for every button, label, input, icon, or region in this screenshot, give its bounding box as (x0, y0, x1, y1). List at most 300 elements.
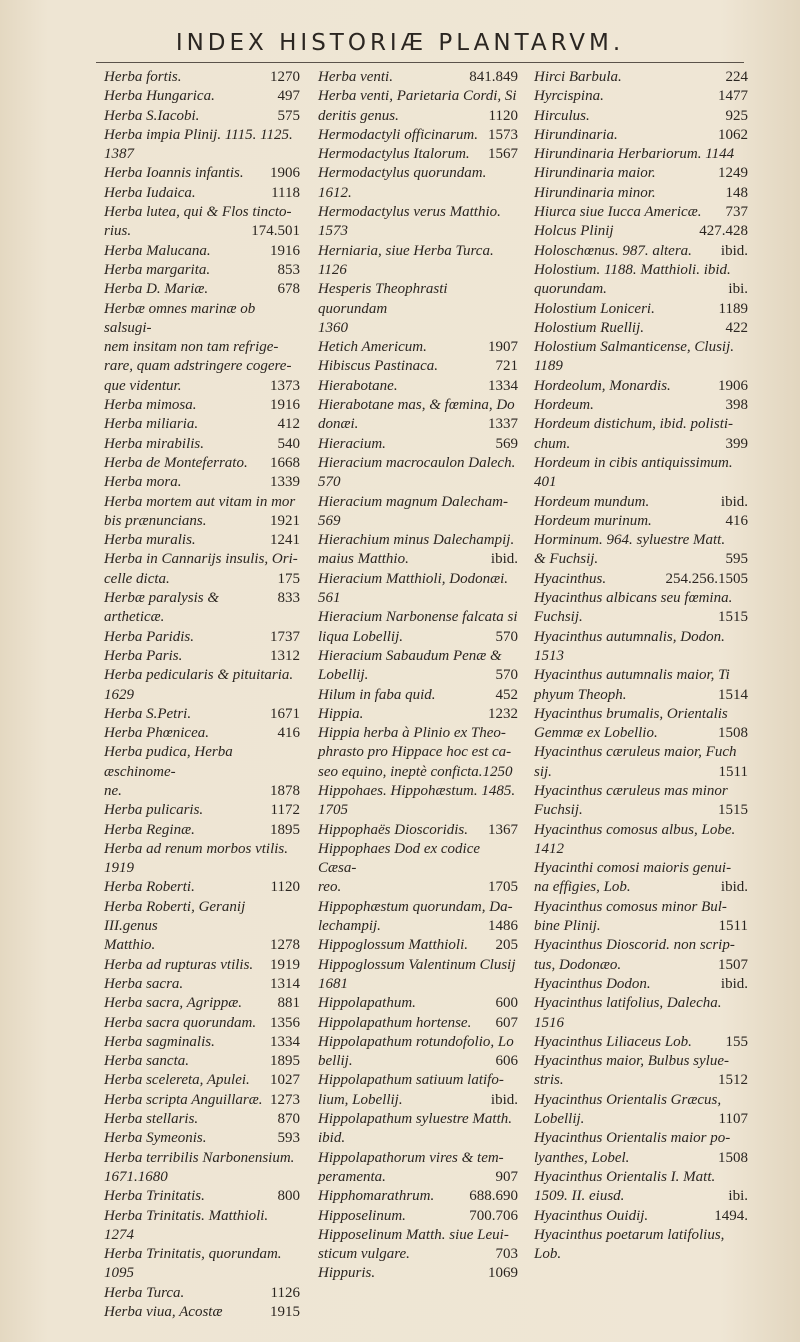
index-entry-term: Hippoglossum Matthioli. (318, 937, 469, 954)
index-entry-term: 1919 (104, 860, 134, 877)
index-entry-page-number: 593 (277, 1130, 300, 1147)
index-entry-page-number: 841.849 (469, 69, 518, 85)
index-entry-term: Hyacinthus poetarum latifolius, (534, 1226, 725, 1243)
index-entry-term: Hyacinthus Ouidij. (534, 1207, 649, 1224)
index-entry-term: Hippohaes. Hippohæstum. 1485. (318, 782, 516, 799)
index-entry-term: Hirculus. (534, 107, 590, 124)
index-entry (534, 1033, 748, 1052)
index-entry-term: 561 (318, 590, 341, 607)
index-entry-term: Hipposelinum. (318, 1207, 406, 1224)
index-entry-page-number: ibi. (728, 281, 748, 298)
index-entry-term: Herba viua, Acostæ (104, 1304, 223, 1320)
index-entry (318, 936, 518, 955)
index-entry-term: Herba fortis. (104, 69, 182, 85)
index-entry (104, 1264, 300, 1283)
index-entry (104, 126, 300, 145)
index-entry-page-number: 1477 (718, 88, 748, 105)
index-entry (104, 666, 300, 685)
index-entry (104, 994, 300, 1013)
index-entry-term: Herba Ioannis infantis. (104, 165, 244, 182)
index-entry (318, 531, 518, 550)
index-entry (104, 1207, 300, 1226)
index-entry (534, 377, 748, 396)
index-entry-term: Herba sacra. (104, 975, 184, 992)
index-entry (534, 145, 748, 164)
index-entry-page-number: 737 (725, 204, 748, 221)
index-entry (534, 686, 748, 705)
index-entry-term: Hipphomarathrum. (318, 1188, 435, 1205)
index-entry (104, 300, 300, 339)
index-entry-page-number: 254.256.1505 (665, 570, 748, 587)
index-entry-term: bis prænuncians. (104, 512, 207, 529)
index-entry-term: sij. (534, 763, 552, 780)
index-entry-page-number: 1737 (270, 628, 300, 645)
index-entry (318, 473, 518, 492)
index-entry-page-number: 1062 (718, 126, 748, 143)
index-entry (104, 107, 300, 126)
index-entry-term: Herba sagminalis. (104, 1033, 215, 1050)
index-entry-term: Herba Reginæ. (104, 821, 195, 838)
index-entry-page-number: 1118 (271, 184, 300, 201)
index-entry-page-number: 1878 (270, 782, 300, 799)
index-entry (534, 647, 748, 666)
index-entry-page-number: 1314 (270, 975, 300, 992)
index-entry-term: Matthio. (104, 937, 156, 954)
index-entry (534, 164, 748, 183)
index-entry (318, 280, 518, 319)
index-entry-page-number: 700.706 (469, 1207, 518, 1224)
index-entry (104, 87, 300, 106)
index-entry (534, 628, 748, 647)
index-entry (318, 647, 518, 666)
index-entry-page-number: 1334 (270, 1033, 300, 1050)
index-entry-term: Herba stellaris. (104, 1111, 199, 1128)
index-entry-page-number: 1895 (270, 1053, 300, 1070)
index-entry-page-number: ibid. (720, 493, 748, 510)
index-entry (104, 840, 300, 859)
index-entry-page-number: 1919 (270, 956, 300, 973)
index-entry-term: Hippolapathum syluestre Matth. (318, 1111, 513, 1128)
index-entry-term: Herba venti, Parietaria Cordi, Si (318, 88, 517, 105)
index-entry (104, 743, 300, 782)
index-entry (534, 454, 748, 473)
index-entry (318, 878, 518, 897)
index-entry (104, 396, 300, 415)
index-entry (318, 184, 518, 203)
index-entry-term: Herba Roberti. (104, 879, 195, 896)
index-entry-page-number: 600 (495, 995, 518, 1012)
index-entry-term: Herniaria, siue Herba Turca. (318, 242, 494, 259)
index-entry (534, 1110, 748, 1129)
index-entry (534, 68, 748, 87)
index-entry (104, 164, 300, 183)
index-entry (104, 222, 300, 241)
index-entry (534, 1149, 748, 1168)
index-entry-page-number: 1232 (488, 705, 518, 722)
index-entry-page-number: 1367 (488, 821, 518, 838)
index-entry (104, 570, 300, 589)
index-entry-term: 1612. (318, 184, 352, 201)
index-entry-term: Herba Turca. (104, 1284, 185, 1301)
index-entry-term: Hyacinthus cæruleus maior, Fuch (534, 744, 737, 761)
index-entry (318, 1110, 518, 1129)
index-entry-page-number: ibi. (728, 1188, 748, 1205)
index-entry-term: lechampij. (318, 918, 381, 935)
index-entry-page-number: 1027 (270, 1072, 300, 1089)
index-entry-term: Hyacinthus comosus minor Bul- (534, 898, 727, 915)
index-entry (534, 763, 748, 782)
index-entry-term: Herba pedicularis & pituitaria. (104, 667, 294, 684)
index-entry-page-number: 1069 (488, 1265, 518, 1282)
index-entry-page-number: 925 (725, 107, 748, 124)
index-entry (104, 1245, 300, 1264)
index-entry-page-number: 1241 (270, 532, 300, 549)
index-entry (534, 242, 748, 261)
index-entry-page-number: 175 (277, 570, 300, 587)
index-entry-term: 1189 (534, 358, 563, 375)
index-entry-term: Hippolapathum hortense. (318, 1014, 472, 1031)
index-entry (318, 338, 518, 357)
index-entry (104, 1071, 300, 1090)
index-entry-term: Hiurca siue Iucca Americæ. (534, 204, 702, 221)
index-entry-term: Hippolapathum. (318, 995, 416, 1012)
index-entry-page-number: 416 (277, 725, 300, 742)
index-entry (318, 608, 518, 627)
index-entry-page-number: 1312 (270, 647, 300, 664)
index-entry-term: Fuchsij. (534, 802, 583, 819)
index-entry-term: Herba miliaria. (104, 416, 199, 433)
index-entry-term: 1126 (318, 261, 347, 278)
index-entry-page-number: 1334 (488, 377, 518, 394)
index-entry (104, 859, 300, 878)
index-entry-page-number: ibid. (490, 551, 518, 568)
index-entry (318, 1149, 518, 1168)
index-entry-term: Herba muralis. (104, 532, 196, 549)
index-entry-term: Herba sancta. (104, 1053, 189, 1070)
index-entry-term: Herba mora. (104, 474, 182, 491)
index-entry-term: Herba Iudaica. (104, 184, 196, 201)
index-entry-term: Herba S.Iacobi. (104, 107, 200, 124)
index-entry-term: Hippia. (318, 705, 364, 722)
index-entry (318, 1014, 518, 1033)
index-entry (104, 1149, 300, 1168)
index-entry (534, 415, 748, 434)
index-entry-page-number: 853 (277, 261, 300, 278)
index-entry-term: Fuchsij. (534, 609, 583, 626)
index-entry (318, 126, 518, 145)
index-entry-term: Herba Malucana. (104, 242, 211, 259)
index-entry-term: Hyacinthus. (534, 570, 607, 587)
index-entry (534, 396, 748, 415)
index-entry-page-number: 575 (277, 107, 300, 124)
index-entry (534, 956, 748, 975)
index-entry-page-number: 1120 (270, 879, 300, 896)
index-entry (104, 242, 300, 261)
index-entry (104, 1168, 300, 1187)
index-entry-term: Hyacinthus albicans seu fœmina. (534, 590, 733, 607)
index-entry-term: liqua Lobellij. (318, 628, 404, 645)
index-entry (104, 1091, 300, 1110)
index-entry-term: Hieracium. (318, 435, 386, 452)
index-entry-term: Herba Phœnicea. (104, 725, 209, 742)
index-entry-term: 1671.1680 (104, 1168, 168, 1185)
index-entry-page-number: 416 (725, 512, 748, 529)
index-entry-page-number: 607 (495, 1014, 518, 1031)
index-entry (104, 589, 300, 628)
index-entry-term: Herba sacra, Agrippæ. (104, 995, 243, 1012)
index-entry-term: Hippolapathum rotundofolio, Lo (318, 1033, 514, 1050)
index-entry-term: Hierachium minus Dalechampij. (318, 532, 515, 549)
index-entry-page-number: 224 (725, 69, 748, 85)
index-entry-page-number: 1921 (270, 512, 300, 529)
index-entry (534, 87, 748, 106)
index-entry (104, 1284, 300, 1303)
index-entry-term: Hyacinthus Orientalis Græcus, (534, 1091, 722, 1108)
index-entry (534, 840, 748, 859)
index-entry-page-number: 1494. (714, 1207, 748, 1224)
index-entry-page-number: 1486 (488, 918, 518, 935)
index-entry-term: Herba venti. (318, 69, 393, 85)
index-entry (104, 647, 300, 666)
index-entry (534, 184, 748, 203)
index-entry-term: Hieracium Matthioli, Dodonæi. (318, 570, 508, 587)
index-entry-term: Holostium Loniceri. (534, 300, 655, 317)
index-entry-page-number: 497 (277, 88, 300, 105)
index-entry (318, 724, 518, 743)
index-entry-page-number: 1273 (270, 1091, 300, 1108)
index-entry-term: Hyacinthus cæruleus mas minor (534, 782, 728, 799)
index-entry (318, 589, 518, 608)
index-entry-term: Herba in Cannarijs insulis, Ori- (104, 551, 298, 568)
index-entry-term: Hippophaes Dod ex codice Cæsa- (318, 840, 481, 877)
index-entry (318, 242, 518, 261)
index-entry-term: Hermodactylus quorundam. (318, 165, 487, 182)
index-entry-term: Hordeum in cibis antiquissimum. (534, 454, 733, 471)
index-entry-page-number: 1916 (270, 242, 300, 259)
index-entry (318, 1226, 518, 1245)
index-entry (318, 1245, 518, 1264)
index-entry-page-number: 1126 (270, 1284, 300, 1301)
index-entry-page-number: 1916 (270, 397, 300, 414)
index-entry-page-number: 1120 (488, 107, 518, 124)
index-entry (534, 782, 748, 801)
index-entry (318, 840, 518, 879)
index-entry (318, 415, 518, 434)
index-entry-page-number: 1270 (270, 69, 300, 85)
index-entry-page-number: 606 (495, 1053, 518, 1070)
index-entry (534, 589, 748, 608)
index-entry-term: Hilum in faba quid. (318, 686, 436, 703)
index-entry-page-number: 1906 (718, 377, 748, 394)
index-entry (104, 435, 300, 454)
index-entry-page-number: 1671 (270, 705, 300, 722)
index-entry (318, 107, 518, 126)
index-entry (104, 686, 300, 705)
index-entry (104, 1052, 300, 1071)
index-entry-term: Herba Trinitatis, quorundam. (104, 1246, 282, 1263)
index-entry-page-number: ibid. (720, 242, 748, 259)
index-entry-term: Holoschœnus. 987. altera. (534, 242, 692, 259)
index-entry (104, 415, 300, 434)
index-entry-term: ibid. (318, 1130, 346, 1147)
index-entry (534, 473, 748, 492)
index-entry (318, 1187, 518, 1206)
index-entry (104, 473, 300, 492)
index-entry (104, 357, 300, 376)
index-entry (534, 1071, 748, 1090)
index-entry (104, 1226, 300, 1245)
index-entry (534, 1129, 748, 1148)
index-entry (534, 338, 748, 357)
index-entry-page-number: 148 (725, 184, 748, 201)
index-entry (104, 1014, 300, 1033)
index-entry-page-number: 721 (495, 358, 518, 375)
index-entry-page-number: 1515 (718, 609, 748, 626)
index-entry-term: ne. (104, 782, 122, 799)
index-entry (534, 859, 748, 878)
index-entry (534, 280, 748, 299)
index-entry-term: Hippophæstum quorundam, Da- (318, 898, 513, 915)
index-entry (534, 1091, 748, 1110)
index-entry-term: Hyrcispina. (534, 88, 604, 105)
index-entry (534, 261, 748, 280)
index-entry (534, 435, 748, 454)
index-entry-term: 1573 (318, 223, 348, 240)
index-entry (318, 763, 518, 782)
index-entry-term: Hordeum distichum, ibid. polisti- (534, 416, 734, 433)
index-entry-term: Hyacinthus Dioscorid. non scrip- (534, 937, 735, 954)
index-entry-term: Herba margarita. (104, 261, 211, 278)
index-entry-term: Herbæ paralysis & artheticæ. (104, 590, 220, 626)
index-entry (104, 936, 300, 955)
index-entry-page-number: 595 (725, 551, 748, 568)
index-entry-term: Hordeum mundum. (534, 493, 650, 510)
index-entry (318, 68, 518, 87)
index-entry-term: Herba mortem aut vitam in mor (104, 493, 296, 510)
index-entry-term: Hyacinthus comosus albus, Lobe. (534, 821, 736, 838)
index-entry-page-number: 540 (277, 435, 300, 452)
index-entry (104, 512, 300, 531)
index-entry (318, 261, 518, 280)
index-entry (318, 512, 518, 531)
index-entry-term: bine Plinij. (534, 918, 601, 935)
index-entry (318, 801, 518, 820)
index-entry-term: Herba Paris. (104, 647, 183, 664)
index-entry (104, 145, 300, 164)
index-entry-term: rius. (104, 223, 132, 240)
index-entry (534, 878, 748, 897)
index-entry-term: seo equino, ineptè conficta.1250 (318, 763, 513, 780)
index-entry-term: deritis genus. (318, 107, 399, 124)
index-entry (318, 743, 518, 762)
index-entry-term: Hermodactylus verus Matthio. (318, 204, 501, 221)
page-heading: INDEX HISTORIÆ PLANTARVM. (175, 30, 625, 56)
index-entry-term: Herba mimosa. (104, 397, 197, 414)
index-entry-term: tus, Dodonæo. (534, 956, 622, 973)
index-entry (318, 994, 518, 1013)
index-entry-term: Hippuris. (318, 1265, 376, 1282)
index-entry-term: Hippolapathorum vires & tem- (318, 1149, 504, 1166)
index-entry (318, 666, 518, 685)
index-entry (104, 68, 300, 87)
index-entry (318, 1207, 518, 1226)
index-entry (318, 550, 518, 569)
index-entry-term: Hippoglossum Valentinum Clusij (318, 956, 516, 973)
index-entry-page-number: 1668 (270, 454, 300, 471)
index-entry-term: Herba Paridis. (104, 628, 194, 645)
index-entry (104, 1033, 300, 1052)
index-entry-term: nem insitam non tam refrige- (104, 339, 279, 356)
index-entry-term: Holostium Ruellij. (534, 319, 644, 336)
index-entry-term: Herba Symeonis. (104, 1130, 207, 1147)
index-entry-term: Herba scripta Anguillaræ. (104, 1091, 263, 1108)
index-entry-page-number: 412 (277, 416, 300, 433)
index-entry (534, 203, 748, 222)
index-entry-term: 1412 (534, 840, 564, 857)
index-entry (534, 550, 748, 569)
index-column-3 (534, 68, 748, 1264)
index-entry-term: Hippia herba à Plinio ex Theo- (318, 725, 506, 742)
index-entry (534, 357, 748, 376)
index-entry (104, 280, 300, 299)
index-entry-page-number: 870 (277, 1111, 300, 1128)
index-entry-term: rare, quam adstringere cogere- (104, 358, 292, 375)
index-entry-term: Herba scelereta, Apulei. (104, 1072, 250, 1089)
index-entry-page-number: 205 (495, 937, 518, 954)
index-entry-term: phyum Theoph. (534, 686, 627, 703)
index-entry (318, 1264, 518, 1283)
index-entry (534, 724, 748, 743)
index-entry-term: Herba Trinitatis. Matthioli. (104, 1207, 269, 1224)
index-entry-term: stris. (534, 1072, 564, 1089)
index-entry-term: Hieracium Narbonense falcata si (318, 609, 518, 626)
index-entry-term: Hirundinaria. (534, 126, 618, 143)
index-entry (104, 1187, 300, 1206)
index-entry (104, 801, 300, 820)
index-entry-term: Lobellij. (318, 667, 369, 684)
index-entry (318, 705, 518, 724)
index-column-2 (318, 68, 518, 1284)
index-entry-term: Herba lutea, qui & Flos tincto- (104, 204, 292, 221)
index-entry-term: Hetich Americum. (318, 339, 427, 356)
index-entry-term: na effigies, Lob. (534, 879, 631, 896)
index-entry (534, 1226, 748, 1245)
index-entry-term: chum. (534, 435, 571, 452)
index-entry-term: Hordeum murinum. (534, 512, 652, 529)
index-entry (318, 396, 518, 415)
index-entry-page-number: 1373 (270, 377, 300, 394)
index-entry (318, 164, 518, 183)
index-entry (534, 898, 748, 917)
index-entry-term: Lobellij. (534, 1111, 585, 1128)
index-entry-term: Hippolapathum satiuum latifo- (318, 1072, 504, 1089)
index-entry-term: Herba impia Plinij. 1115. 1125. (104, 126, 293, 143)
index-entry-term: Herba Trinitatis. (104, 1188, 205, 1205)
index-entry-page-number: 678 (277, 281, 300, 298)
index-entry-page-number: 1339 (270, 474, 300, 491)
index-entry (534, 666, 748, 685)
index-entry-term: 1274 (104, 1226, 134, 1243)
index-entry-term: Herba mirabilis. (104, 435, 205, 452)
index-entry-page-number: 1573 (488, 126, 518, 143)
index-entry (534, 493, 748, 512)
index-entry-page-number: 907 (495, 1168, 518, 1185)
index-entry (534, 531, 748, 550)
index-entry-term: Hyacinthus brumalis, Orientalis (534, 705, 728, 722)
index-entry (104, 975, 300, 994)
index-entry-term: Holcus Plinij (534, 223, 614, 240)
index-entry-page-number: 1107 (718, 1111, 748, 1128)
